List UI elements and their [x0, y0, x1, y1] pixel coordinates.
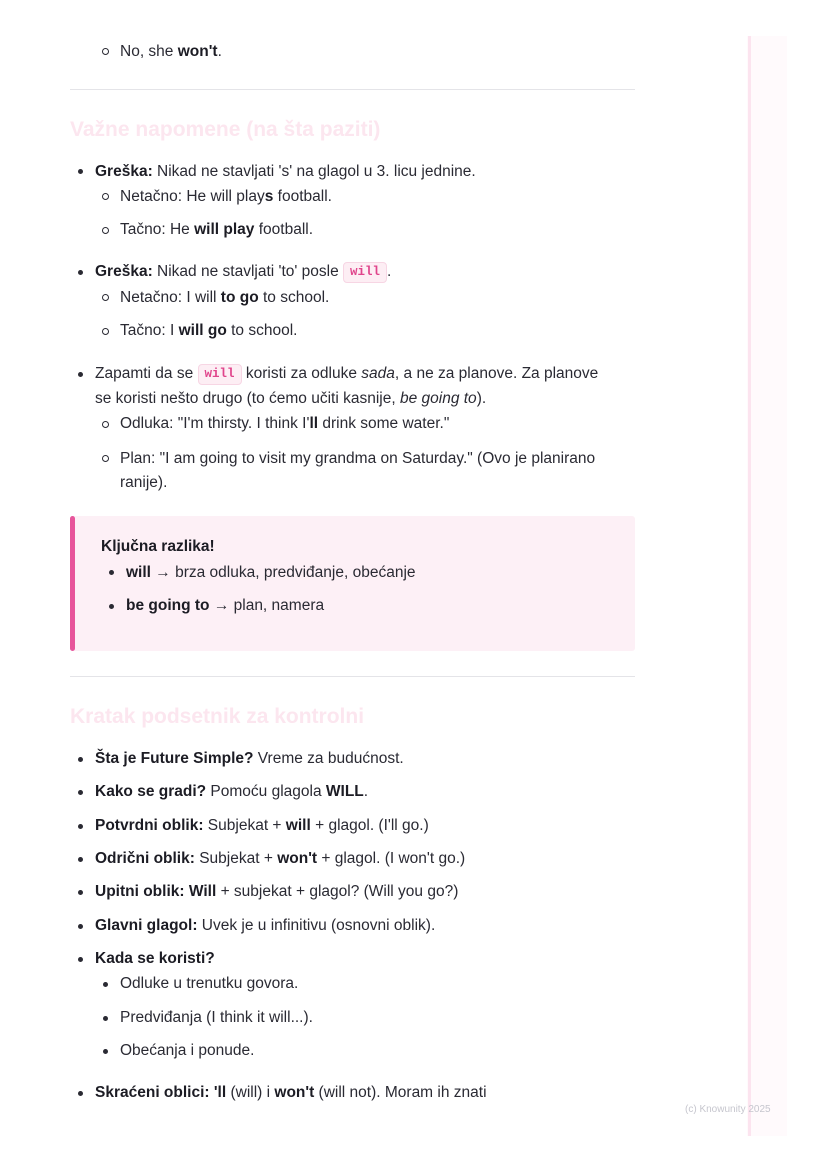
list-item: Upitni oblik: Will + subjekat + glagol? (Will you go?) [95, 883, 459, 900]
inline-code: will [343, 262, 387, 283]
bullet-icon [103, 982, 108, 987]
list-item: Šta je Future Simple? Vreme za budućnost. [95, 750, 404, 767]
list-item: Zapamti da se will koristi za odluke sada, a ne za planove. Za planove [95, 363, 598, 385]
circle-bullet-icon [102, 455, 109, 462]
circle-bullet-icon [102, 294, 109, 301]
bullet-icon [78, 169, 83, 174]
circle-bullet-icon [102, 193, 109, 200]
list-item: Tačno: I will go to school. [120, 322, 298, 339]
divider [70, 676, 635, 677]
bullet-icon [109, 604, 114, 609]
list-item: Kada se koristi? [95, 950, 215, 967]
list-item: Obećanja i ponude. [120, 1042, 255, 1059]
bullet-icon [78, 790, 83, 795]
list-item: Glavni glagol: Uvek je u infinitivu (osnovni oblik). [95, 917, 436, 934]
copyright-footer: (c) Knowunity 2025 [685, 1104, 771, 1115]
circle-bullet-icon [102, 227, 109, 234]
section-heading-important-notes: Važne napomene (na šta paziti) [70, 118, 381, 141]
list-item: Netačno: I will to go to school. [120, 289, 330, 306]
list-item: Potvrdni oblik: Subjekat + will + glagol. (I'll go.) [95, 817, 429, 834]
circle-bullet-icon [102, 421, 109, 428]
callout-title: Ključna razlika! [101, 538, 215, 555]
list-item-continuation: se koristi nešto drugo (to ćemo učiti kasnije, be going to). [95, 390, 487, 407]
bullet-icon [103, 1016, 108, 1021]
list-item: Greška: Nikad ne stavljati 's' na glagol u 3. licu jednine. [95, 163, 476, 180]
bullet-icon [109, 570, 114, 575]
bullet-icon [78, 824, 83, 829]
list-item-continuation: ranije). [120, 474, 168, 491]
bullet-icon [78, 757, 83, 762]
list-item: Odluka: "I'm thirsty. I think I'll drink some water." [120, 415, 450, 432]
list-item: Odrični oblik: Subjekat + won't + glagol. (I won't go.) [95, 850, 466, 867]
bullet-icon [78, 957, 83, 962]
bullet-icon [78, 890, 83, 895]
callout-item: be going to → plan, namera [126, 597, 325, 614]
section-heading-quick-reminder: Kratak podsetnik za kontrolni [70, 705, 365, 728]
circle-bullet-icon [102, 328, 109, 335]
bullet-icon [78, 1091, 83, 1096]
list-item: Greška: Nikad ne stavljati 'to' posle will . [95, 261, 391, 283]
list-item: Predviđanja (I think it will...). [120, 1009, 313, 1026]
list-item: Skraćeni oblici: 'll (will) i won't (will not). Moram ih znati [95, 1084, 487, 1101]
bullet-icon [103, 1049, 108, 1054]
divider [70, 89, 635, 90]
page-side-rail [747, 36, 787, 1136]
inline-code: will [198, 364, 242, 385]
bullet-icon [78, 270, 83, 275]
callout-item: will → brza odluka, predviđanje, obećanje [126, 564, 416, 581]
list-item: Plan: "I am going to visit my grandma on Saturday." (Ovo je planirano [120, 450, 596, 467]
bullet-icon [78, 857, 83, 862]
bullet-icon [78, 372, 83, 377]
list-item: No, she won't. [120, 43, 222, 60]
page-side-border [748, 36, 751, 1136]
list-item: Kako se gradi? Pomoću glagola WILL. [95, 783, 369, 800]
list-item: Tačno: He will play football. [120, 221, 314, 238]
bullet-icon [78, 924, 83, 929]
list-item: Odluke u trenutku govora. [120, 975, 299, 992]
list-item: Netačno: He will plays football. [120, 188, 332, 205]
circle-bullet-icon [102, 48, 109, 55]
callout-accent-bar [70, 516, 75, 651]
